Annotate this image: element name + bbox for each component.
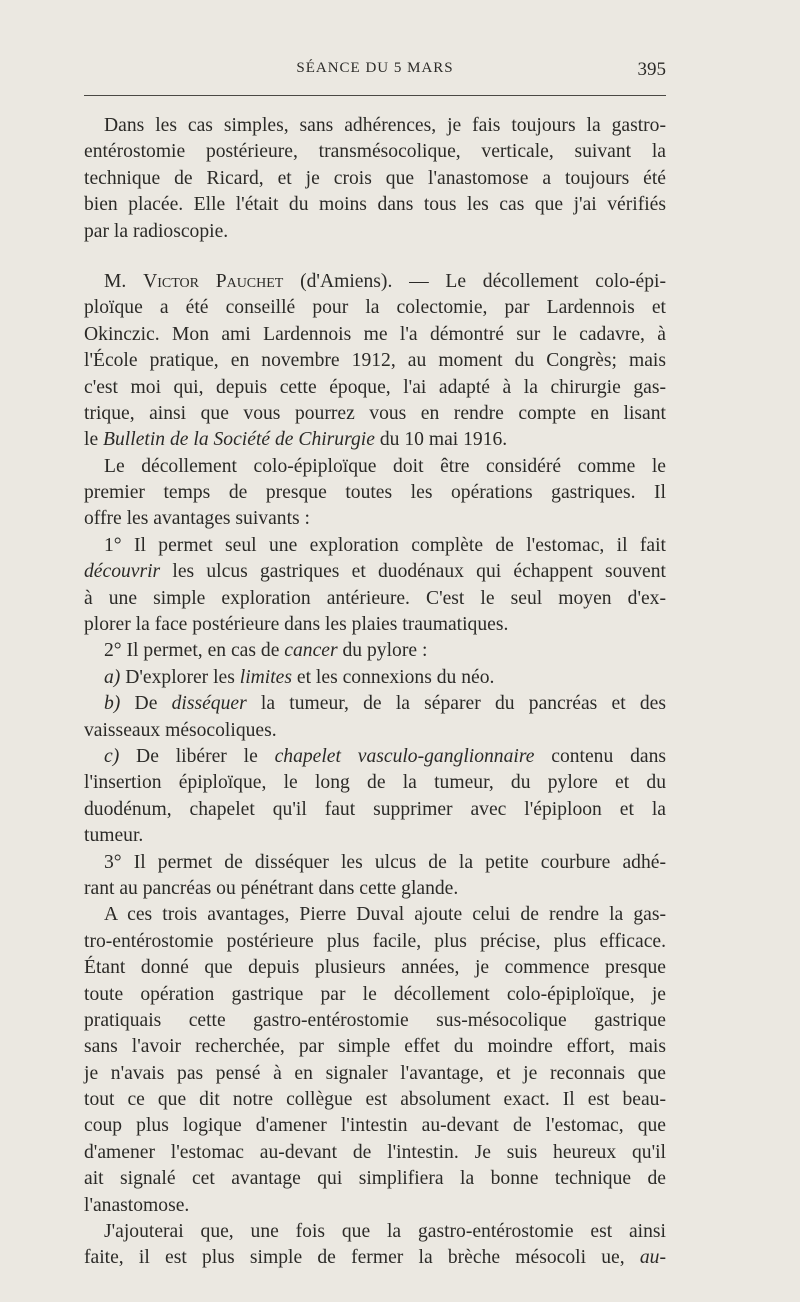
italic-word: au- bbox=[639, 1247, 666, 1269]
bulletin-title: Bulletin de la Société de Chirurgie bbox=[103, 429, 375, 451]
text-line: bien placée. Elle l'était du moins dans tous les cas que j'ai vérifiés bbox=[84, 194, 666, 216]
text-run: et les connexions du néo. bbox=[292, 666, 495, 688]
text-run: le bbox=[84, 429, 104, 451]
list-marker: a) bbox=[104, 666, 121, 688]
text-line: J'ajouterai que, une fois que la gastro-entérostomie est ainsi bbox=[104, 1221, 666, 1243]
text-line bbox=[84, 638, 666, 664]
text-line: 3° Il permet de disséquer les ulcus de la petite courbure adhé- bbox=[104, 851, 666, 873]
text-line: Okinczic. Mon ami Lardennois me l'a démontré sur le cadavre, à bbox=[84, 323, 666, 345]
paragraph-avantage-1 bbox=[84, 533, 666, 639]
list-marker: b) bbox=[104, 693, 121, 715]
text-line: sans l'avoir recherchée, par simple effet du moindre effort, mais bbox=[84, 1036, 666, 1058]
list-marker: c) bbox=[104, 745, 120, 767]
text-line: rant au pancréas ou pénétrant dans cette glande. bbox=[84, 877, 459, 899]
page-header bbox=[84, 60, 666, 84]
text-line: tro-entérostomie postérieure plus facile, plus précise, plus efficace. bbox=[84, 930, 666, 952]
text-line: A ces trois avantages, Pierre Duval ajoute celui de rendre la gas- bbox=[104, 904, 666, 926]
list-item-b bbox=[84, 691, 666, 744]
text-run: faite, il est plus simple de fermer la brèche mésocoli ue, bbox=[84, 1247, 640, 1269]
text-line bbox=[84, 269, 666, 295]
text-line: Le décollement colo-épiploïque doit être considéré comme le bbox=[104, 455, 666, 477]
text-run: la tumeur, de la séparer du pancréas et des bbox=[246, 693, 666, 715]
text-line: plorer la face postérieure dans les plaies traumatiques. bbox=[84, 614, 509, 636]
text-line: d'amener l'estomac au-devant de l'intestin. Je suis heureux qu'il bbox=[84, 1141, 666, 1163]
text-line: duodénum, chapelet qu'il faut supprimer avec l'épiploon et la bbox=[84, 798, 666, 820]
italic-word: chapelet vasculo-ganglionnaire bbox=[274, 745, 535, 767]
body-text bbox=[84, 113, 666, 1272]
text-run: les ulcus gastriques et duodénaux qui échappent souvent bbox=[160, 561, 666, 583]
text-line: tout ce que dit notre collègue est absolument exact. Il est beau- bbox=[84, 1089, 666, 1111]
text-line: tumeur. bbox=[84, 825, 144, 847]
paragraph-avantage-2 bbox=[84, 638, 666, 664]
paragraph-ajouterai bbox=[84, 1219, 666, 1272]
text-line: ait signalé cet avantage qui simplifiera la bonne technique de bbox=[84, 1168, 666, 1190]
text-line bbox=[84, 691, 666, 717]
speaker-prefix: M. bbox=[104, 270, 144, 292]
text-run: du pylore : bbox=[337, 640, 428, 662]
text-line: l'École pratique, en novembre 1912, au moment du Congrès; mais bbox=[84, 350, 666, 372]
list-item-c bbox=[84, 744, 666, 850]
text-line: trique, ainsi que vous pourrez vous en rendre compte en lisant bbox=[84, 402, 666, 424]
text-run: De bbox=[120, 693, 172, 715]
text-line: pratiquais cette gastro-entérostomie sus-mésocolique gastrique bbox=[84, 1009, 666, 1031]
text-line bbox=[84, 427, 666, 453]
text-run: contenu dans bbox=[534, 745, 666, 767]
text-line: à une simple exploration antérieure. C'est le seul moyen d'ex- bbox=[84, 587, 666, 609]
text-line: 1° Il permet seul une exploration complète de l'estomac, il fait bbox=[104, 534, 666, 556]
text-line: technique de Ricard, et je crois que l'anastomose a toujours été bbox=[84, 167, 666, 189]
running-title: SÉANCE DU 5 MARS bbox=[296, 60, 454, 76]
text-line: c'est moi qui, depuis cette époque, l'ai adapté à la chirurgie gas- bbox=[84, 376, 666, 398]
text-run: 2° Il permet, en cas de bbox=[104, 640, 285, 662]
speaker-name: Victor Pauchet bbox=[143, 270, 284, 292]
text-line: toute opération gastrique par le décollement colo-épiploïque, je bbox=[84, 983, 666, 1005]
text-line: l'insertion épiploïque, le long de la tumeur, du pylore et du bbox=[84, 772, 666, 794]
paragraph-cas-simples bbox=[84, 113, 666, 245]
text-line: offre les avantages suivants : bbox=[84, 508, 310, 530]
header-rule bbox=[84, 95, 666, 96]
text-line: Étant donné que depuis plusieurs années, je commence presque bbox=[84, 957, 666, 979]
text-line: vaisseaux mésocoliques. bbox=[84, 719, 277, 741]
text-line: premier temps de presque toutes les opérations gastriques. Il bbox=[84, 482, 666, 504]
paragraph-avantage-3 bbox=[84, 850, 666, 903]
italic-word: disséquer bbox=[171, 693, 247, 715]
paragraph-pauchet bbox=[84, 269, 666, 454]
text-run: du 10 mai 1916. bbox=[374, 429, 508, 451]
text-line bbox=[84, 1245, 666, 1271]
text-run: D'explorer les bbox=[120, 666, 240, 688]
text-line: l'anastomose. bbox=[84, 1194, 190, 1216]
text-line: coup plus logique d'amener l'intestin au-devant de l'estomac, que bbox=[84, 1115, 666, 1137]
text-line bbox=[84, 744, 666, 770]
text-line: je n'avais pas pensé à en signaler l'avantage, et je reconnais que bbox=[84, 1062, 666, 1084]
text-run: (d'Amiens). — Le décollement colo-épi- bbox=[283, 270, 666, 292]
italic-word: découvrir bbox=[84, 561, 161, 583]
text-run: De libérer le bbox=[119, 745, 275, 767]
paragraph-duval bbox=[84, 902, 666, 1219]
paragraph-decollement bbox=[84, 454, 666, 533]
italic-word: limites bbox=[239, 666, 292, 688]
text-line: entérostomie postérieure, transmésocolique, verticale, suivant la bbox=[84, 141, 666, 163]
text-line bbox=[84, 665, 666, 691]
text-line: Dans les cas simples, sans adhérences, je fais toujours la gastro- bbox=[104, 115, 666, 136]
text-line: par la radioscopie. bbox=[84, 220, 229, 242]
italic-word: cancer bbox=[284, 640, 338, 662]
page-number: 395 bbox=[637, 59, 666, 80]
text-line bbox=[84, 559, 666, 585]
list-item-a bbox=[84, 665, 666, 691]
text-line: ploïque a été conseillé pour la colectomie, par Lardennois et bbox=[84, 297, 666, 319]
